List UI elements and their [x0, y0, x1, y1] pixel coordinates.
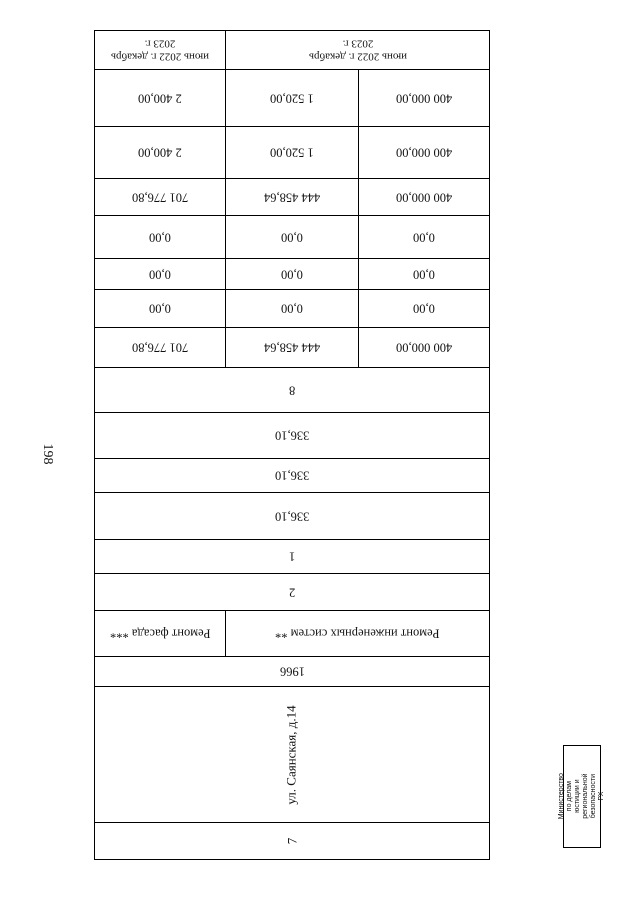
table-row	[95, 178, 489, 215]
table-row	[95, 69, 489, 126]
header-cell-right	[225, 31, 489, 69]
table-row	[95, 412, 489, 458]
table-cell	[95, 259, 225, 289]
table-cell	[95, 657, 489, 686]
table-row	[95, 573, 489, 610]
table-cell	[95, 216, 225, 258]
table-cell	[95, 328, 225, 367]
table-cell	[358, 216, 489, 258]
table-cell	[95, 290, 225, 327]
table-header-row	[95, 31, 489, 69]
document-table	[94, 30, 490, 860]
table-row	[95, 215, 489, 258]
ministry-stamp	[557, 745, 606, 848]
cell-value: 0,00	[281, 230, 303, 245]
table-cell	[358, 127, 489, 178]
cell-value: 0,00	[149, 301, 171, 316]
table-cell	[225, 328, 358, 367]
table-cell	[225, 216, 358, 258]
year-row	[95, 656, 489, 686]
table-cell	[95, 70, 225, 126]
repair-facade-cell	[95, 611, 225, 656]
table-cell	[225, 179, 358, 215]
cell-value: 0,00	[149, 230, 171, 245]
table-cell	[95, 179, 225, 215]
repair-facade-label: Ремонт фасада ***	[109, 626, 211, 641]
table-cell	[225, 70, 358, 126]
cell-value: 0,00	[413, 301, 435, 316]
table-cell	[95, 574, 489, 610]
table-row	[95, 458, 489, 492]
table-cell	[358, 259, 489, 289]
cell-value: 0,00	[149, 267, 171, 282]
cell-value: 400 000,00	[395, 340, 453, 355]
cell-value: 8	[288, 383, 296, 398]
table-row	[95, 367, 489, 412]
cell-value: 336,10	[274, 468, 310, 483]
cell-value: 2	[288, 585, 296, 600]
table-cell	[95, 493, 489, 539]
table-cell	[95, 127, 225, 178]
table-cell	[225, 127, 358, 178]
table-row	[95, 492, 489, 539]
page-number: 198	[40, 443, 55, 465]
cell-value: 400 000,00	[395, 91, 453, 106]
cell-value: 1 520,00	[270, 91, 314, 106]
table-cell	[225, 290, 358, 327]
table-cell	[95, 459, 489, 492]
table-cell	[95, 540, 489, 573]
table-cell	[358, 290, 489, 327]
address-row	[95, 686, 489, 822]
cell-value: 0,00	[413, 230, 435, 245]
row-number-row	[95, 822, 489, 859]
cell-value: 444 458,64	[263, 190, 321, 205]
header-cell-left	[95, 31, 225, 69]
table-cell	[95, 687, 489, 822]
table-cell	[225, 259, 358, 289]
address-value: ул. Саянская, д.14	[283, 704, 299, 805]
cell-value: 0,00	[413, 267, 435, 282]
header-period-left: июнь 2022 г. декабрь 2023 г.	[111, 38, 209, 63]
cell-value: 336,10	[274, 509, 310, 524]
cell-value: 444 458,64	[263, 340, 321, 355]
cell-value: 1 520,00	[270, 145, 314, 160]
stamp-text: Министерство по делам юстиции и региональной безопасности РХ	[557, 773, 606, 820]
table-cell	[358, 328, 489, 367]
year-value: 1966	[279, 664, 305, 679]
row-number-value: 7	[284, 837, 299, 845]
table-row	[95, 289, 489, 327]
cell-value: 2 400,00	[138, 145, 182, 160]
cell-value: 400 000,00	[395, 190, 453, 205]
table-cell	[95, 368, 489, 412]
repairs-row	[95, 610, 489, 656]
table-cell	[95, 823, 489, 859]
cell-value: 1	[288, 549, 296, 564]
table-row	[95, 539, 489, 573]
table-row	[95, 126, 489, 178]
table-row	[95, 258, 489, 289]
repair-engineering-label: Ремонт инженерных систем **	[275, 626, 440, 641]
repair-engineering-cell	[225, 611, 489, 656]
table-cell	[358, 70, 489, 126]
cell-value: 0,00	[281, 301, 303, 316]
table-row	[95, 327, 489, 367]
cell-value: 701 776,80	[131, 190, 189, 205]
table-cell	[358, 179, 489, 215]
table-cell	[95, 413, 489, 458]
cell-value: 400 000,00	[395, 145, 453, 160]
cell-value: 0,00	[281, 267, 303, 282]
cell-value: 701 776,80	[131, 340, 189, 355]
header-period-right: июнь 2022 г. декабрь 2023 г.	[308, 38, 407, 63]
cell-value: 336,10	[274, 428, 310, 443]
cell-value: 2 400,00	[138, 91, 182, 106]
